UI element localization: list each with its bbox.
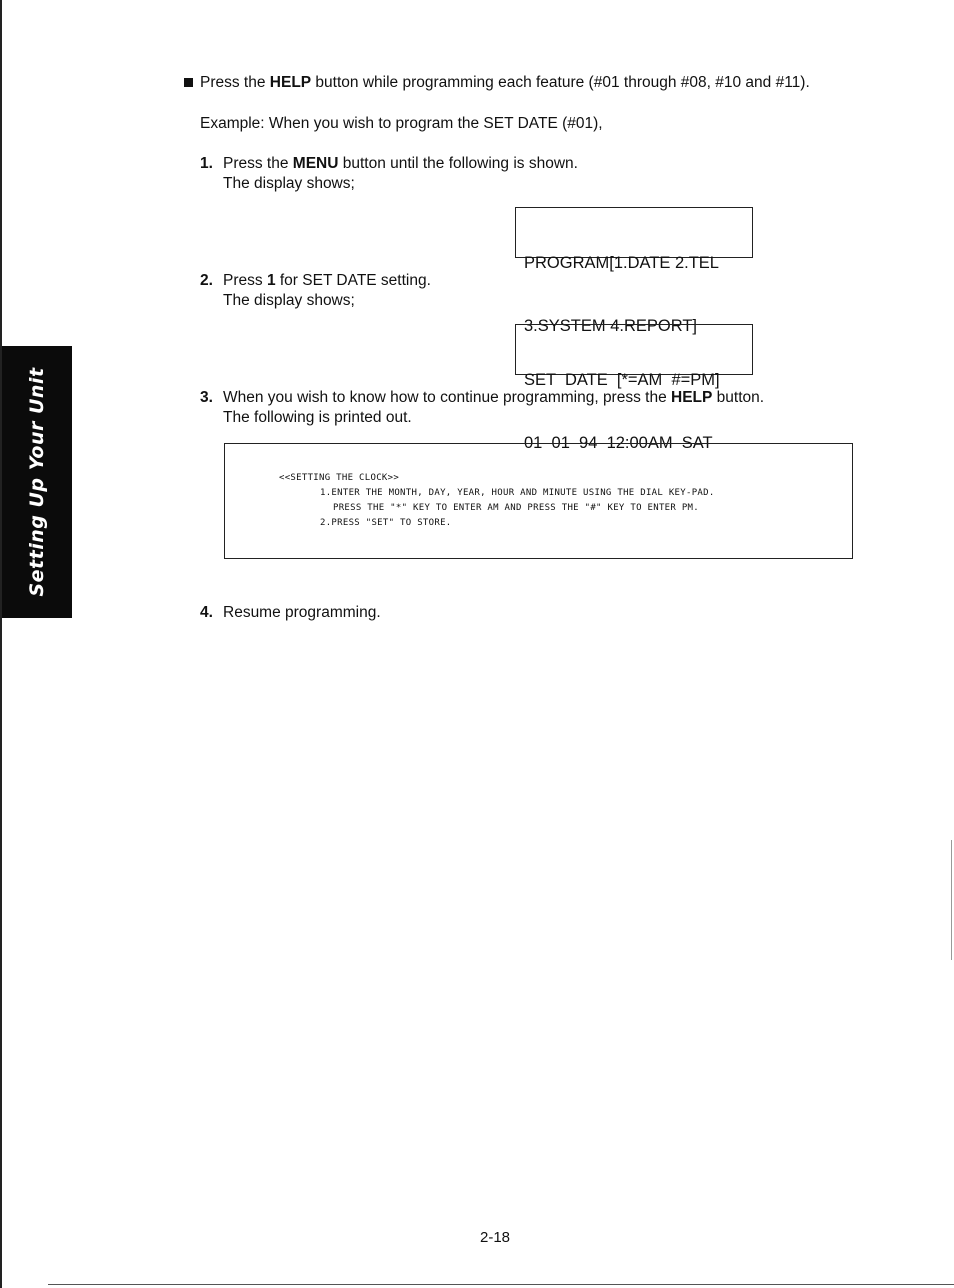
lcd-display-program (515, 207, 753, 335)
step-4-number: 4. (200, 604, 213, 621)
printout-line: 1.ENTER THE MONTH, DAY, YEAR, HOUR AND MINUTE USING THE DIAL KEY-PAD. (320, 488, 715, 498)
lcd-line: 01 01 94 12:00AM SAT (524, 434, 713, 452)
section-side-tab (2, 346, 72, 618)
step-1-text: Press the MENU button until the following is shown. (223, 155, 578, 172)
lcd-line: SET DATE [*=AM #=PM] (524, 371, 720, 389)
side-tab-label: Setting Up Your Unit (26, 367, 48, 597)
help-button-name: HELP (269, 74, 312, 91)
right-margin-mark (951, 840, 952, 960)
bottom-margin-rule (48, 1284, 954, 1285)
step-3-text: When you wish to know how to continue programming, press the HELP button. (223, 389, 765, 406)
key-1-name: 1 (266, 272, 276, 289)
step-4-text: Resume programming. (223, 604, 381, 621)
intro-line: Press the HELP button while programming each feature (#01 through #08, #10 and #11). (200, 74, 810, 91)
lcd-line: PROGRAM[1.DATE 2.TEL (524, 254, 719, 272)
page-number: 2-18 (480, 1229, 511, 1246)
step-3-number: 3. (200, 389, 213, 406)
example-line: Example: When you wish to program the SET DATE (#01), (200, 115, 603, 132)
step-1-subtext: The display shows; (223, 175, 355, 192)
printout-line: <<SETTING THE CLOCK>> (279, 473, 400, 483)
left-margin-rule (0, 0, 2, 1288)
step-2-text: Press 1 for SET DATE setting. (223, 272, 431, 289)
printout-line: 2.PRESS "SET" TO STORE. (320, 518, 452, 528)
step-3-subtext: The following is printed out. (223, 409, 412, 426)
step-2-number: 2. (200, 272, 213, 289)
help-printout-box (224, 443, 853, 559)
help-button-name: HELP (671, 389, 713, 406)
square-bullet-icon (184, 78, 193, 87)
menu-button-name: MENU (292, 155, 339, 172)
step-2-subtext: The display shows; (223, 292, 355, 309)
step-1-number: 1. (200, 155, 213, 172)
lcd-line: 3.SYSTEM 4.REPORT] (524, 317, 697, 335)
printout-line: PRESS THE "*" KEY TO ENTER AM AND PRESS THE "#" KEY TO ENTER PM. (333, 503, 699, 513)
